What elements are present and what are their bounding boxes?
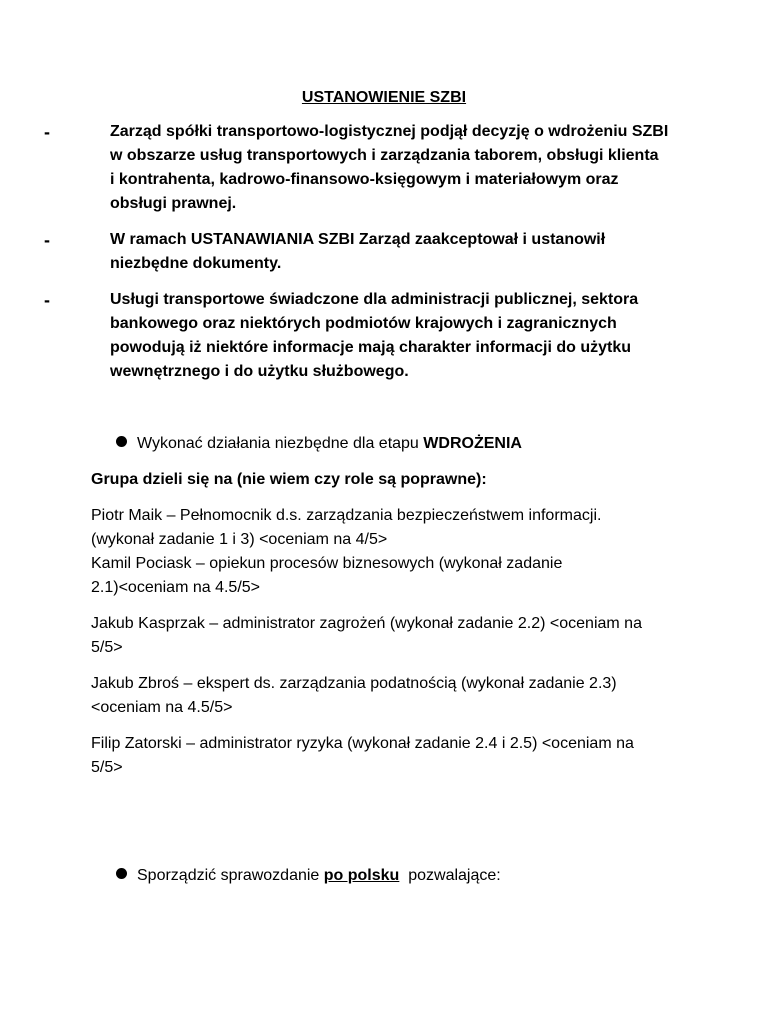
text-line: niezbędne dokumenty. (110, 255, 282, 272)
dash-marker: - (44, 290, 50, 310)
text-line: bankowego oraz niektórych podmiotów krajowych i zagranicznych (110, 315, 617, 332)
bullet-item-report (116, 866, 501, 886)
text-line: Jakub Kasprzak – administrator zagrożeń (wykonał zadanie 2.2) <oceniam na (91, 615, 642, 632)
member-paragraph (91, 612, 671, 660)
text-line: Kamil Pociask – opiekun procesów biznesowych (wykonał zadanie (91, 555, 563, 572)
text-line: powodują iż niektóre informacje mają charakter informacji do użytku (110, 339, 632, 356)
bullet-underlined-text: po polsku (323, 867, 400, 884)
text-line: W ramach USTANAWIANIA SZBI Zarząd zaakceptował i ustanowił (110, 231, 606, 248)
bullet-icon (116, 868, 127, 879)
text-line: obsługi prawnej. (110, 195, 237, 212)
bullet-text: Wykonać działania niezbędne dla etapu (137, 435, 424, 452)
bullet-icon (116, 436, 127, 447)
text-line: Usługi transportowe świadczone dla administracji publicznej, sektora (110, 291, 639, 308)
dash-marker: - (44, 230, 50, 250)
text-line: w obszarze usług transportowych i zarządzania taborem, obsługi klienta (110, 147, 659, 164)
member-paragraph (91, 732, 671, 780)
text-line: wewnętrznego i do użytku służbowego. (110, 363, 409, 380)
dash-marker: - (44, 122, 50, 142)
member-paragraph (91, 672, 671, 720)
member-paragraph (91, 504, 671, 600)
text-line: 5/5> (91, 759, 123, 776)
bullet-text: Sporządzić sprawozdanie (137, 867, 324, 884)
dash-item-decision (110, 120, 670, 216)
text-line: 2.1)<oceniam na 4.5/5> (91, 579, 261, 596)
text-line: Piotr Maik – Pełnomocnik d.s. zarządzania bezpieczeństwem informacji. (91, 507, 602, 524)
text-line: 5/5> (91, 639, 123, 656)
page-title: USTANOWIENIE SZBI (301, 89, 467, 106)
bullet-item-implementation (116, 434, 522, 454)
bullet-text-after: pozwalające: (399, 867, 501, 884)
bullet-bold-text: WDROŻENIA (423, 435, 522, 452)
text-line: Jakub Zbroś – ekspert ds. zarządzania podatnością (wykonał zadanie 2.3) (91, 675, 617, 692)
text-line: (wykonał zadanie 1 i 3) <oceniam na 4/5> (91, 531, 388, 548)
text-line: Filip Zatorski – administrator ryzyka (wykonał zadanie 2.4 i 2.5) <oceniam na (91, 735, 634, 752)
dash-item-services (110, 288, 670, 384)
text-line: i kontrahenta, kadrowo-finansowo-księgowym i materiałowym oraz (110, 171, 619, 188)
dash-item-documents (110, 228, 670, 276)
text-line: Zarząd spółki transportowo-logistycznej podjął decyzję o wdrożeniu SZBI (110, 123, 669, 140)
group-heading: Grupa dzieli się na (nie wiem czy role są poprawne): (91, 471, 487, 488)
text-line: <oceniam na 4.5/5> (91, 699, 233, 716)
